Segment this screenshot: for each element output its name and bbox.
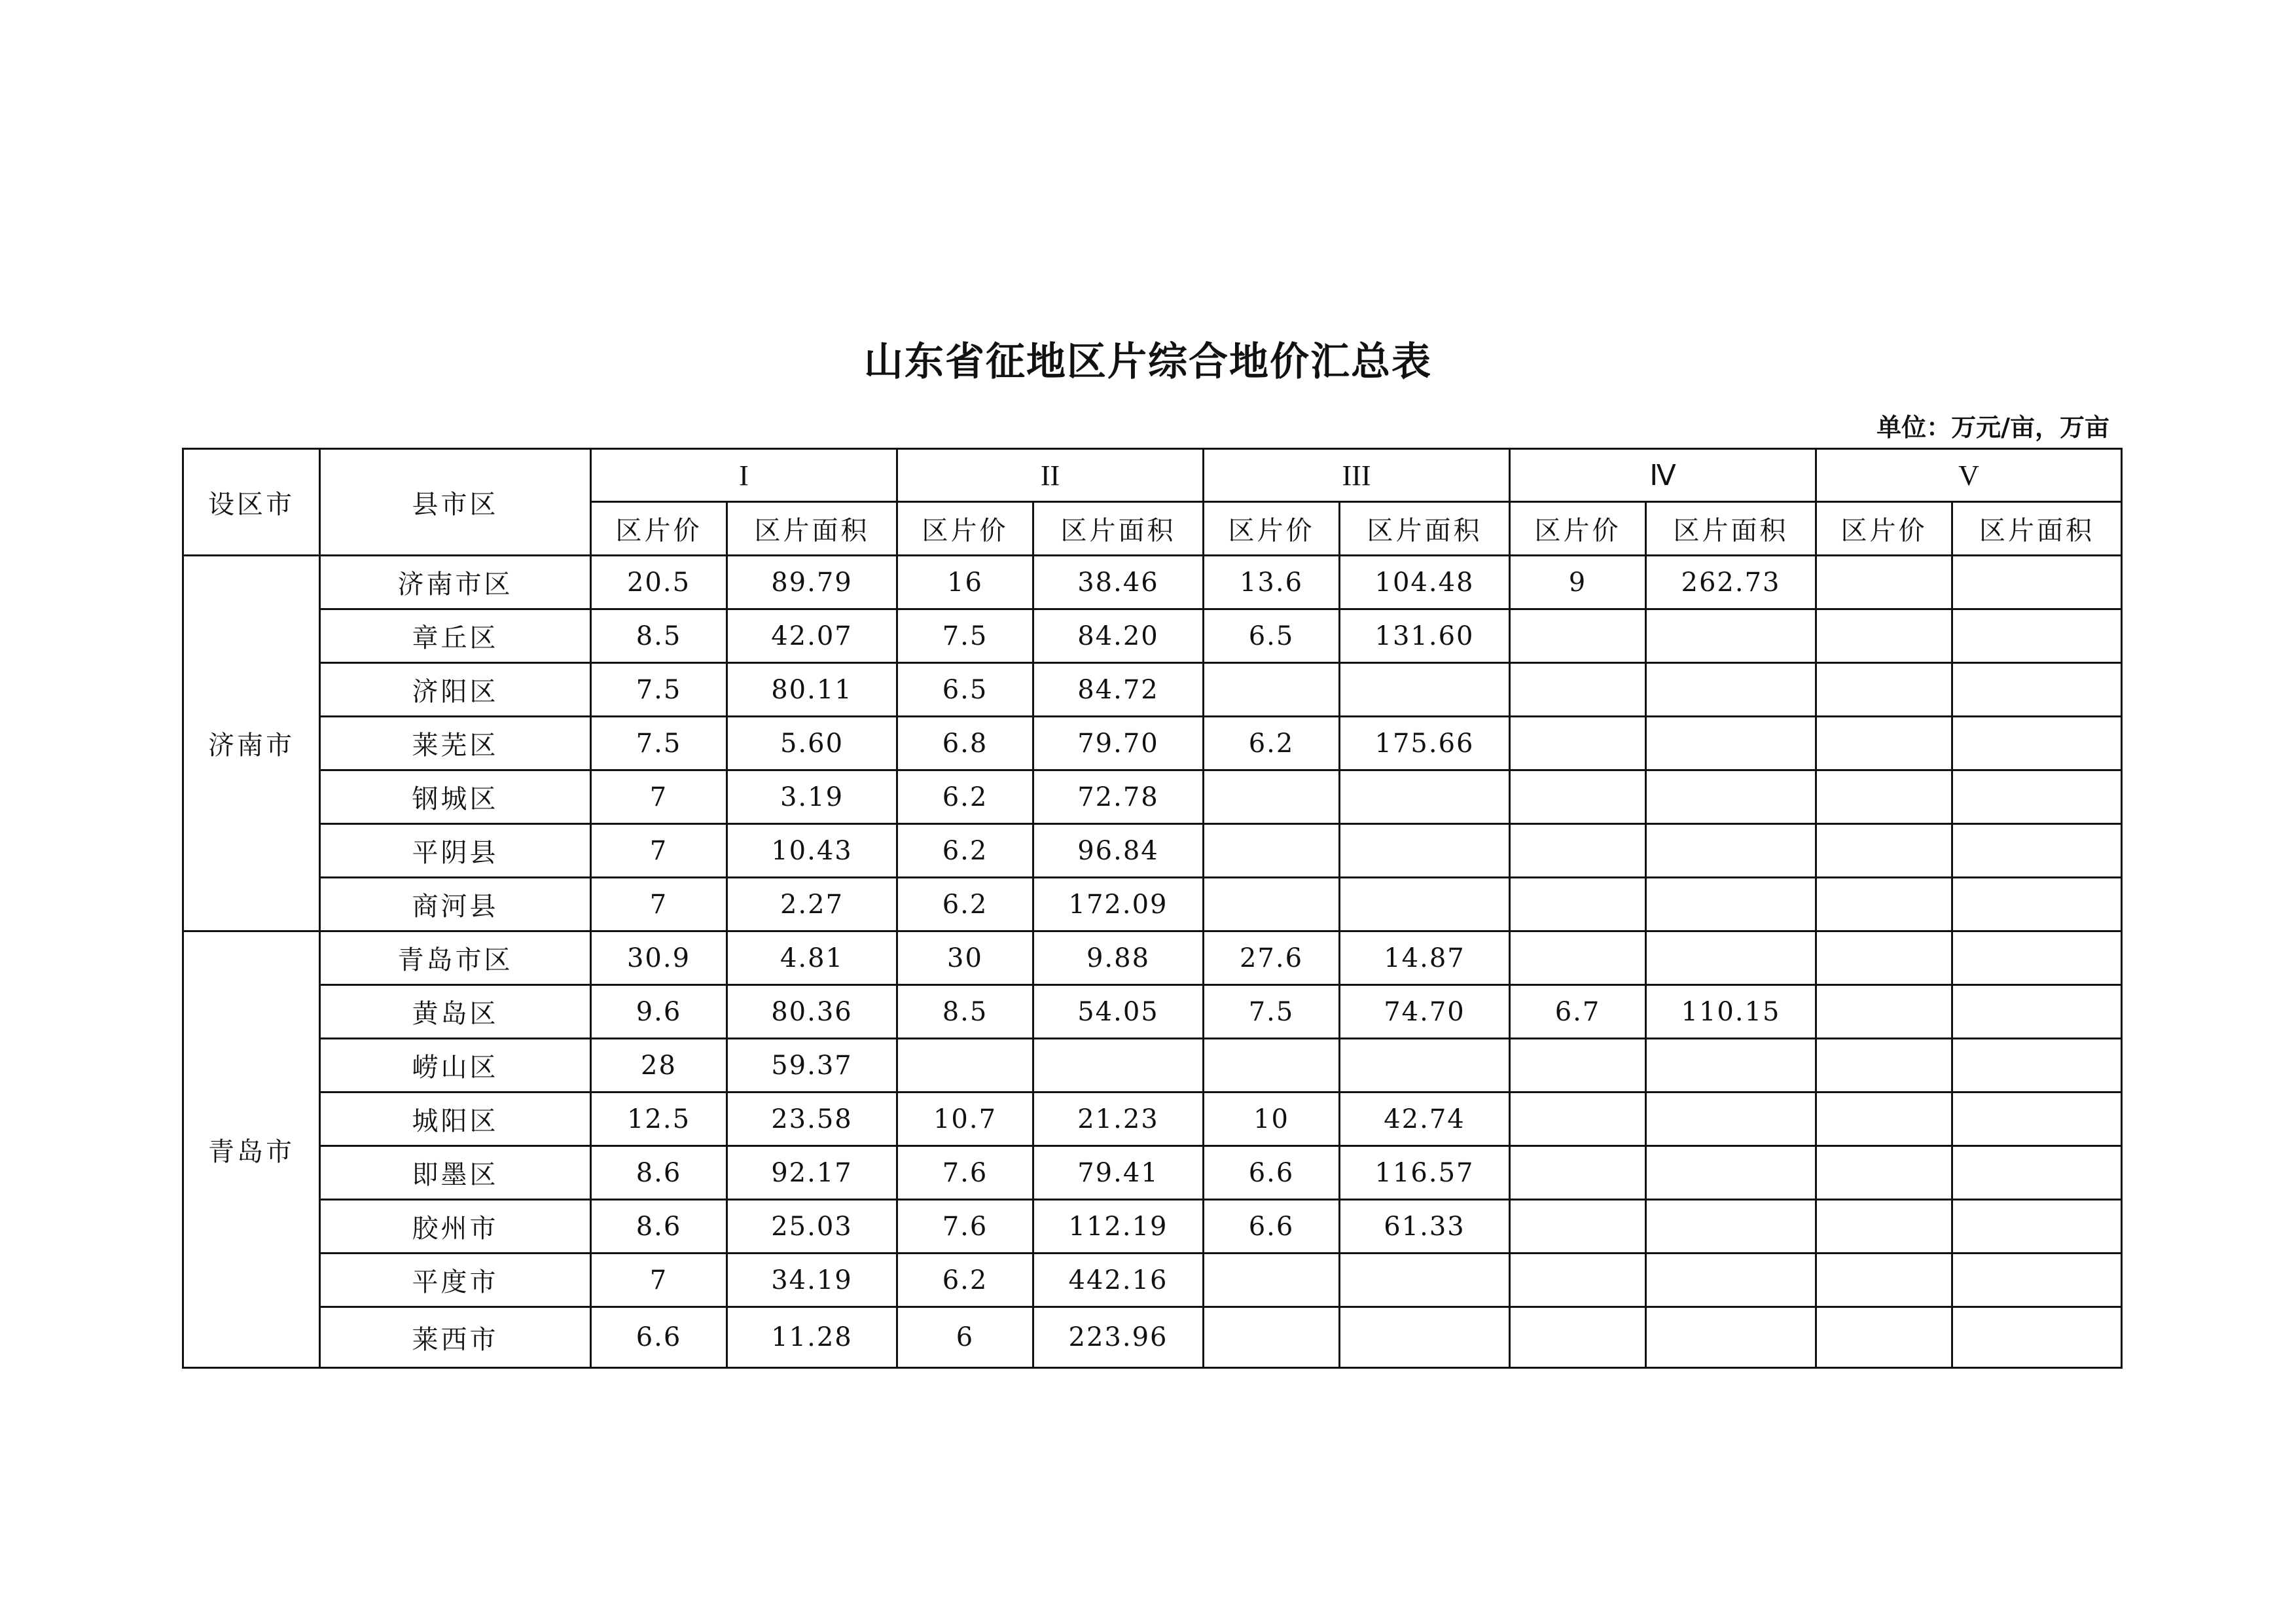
header-grade-4: Ⅳ	[1510, 449, 1816, 502]
price-cell	[1510, 1200, 1646, 1254]
price-cell: 6.6	[591, 1307, 727, 1368]
table-row	[183, 985, 2122, 1039]
county-cell: 莱芜区	[320, 717, 591, 770]
price-cell	[1510, 878, 1646, 931]
price-cell: 9	[1510, 556, 1646, 609]
area-cell	[1952, 1200, 2122, 1254]
table-row	[183, 1146, 2122, 1200]
price-cell: 6.5	[1204, 609, 1340, 663]
county-cell: 城阳区	[320, 1092, 591, 1146]
price-cell	[1816, 878, 1952, 931]
price-cell	[897, 1039, 1033, 1092]
price-cell	[1816, 1092, 1952, 1146]
area-cell: 84.72	[1033, 663, 1204, 717]
area-cell	[1340, 878, 1510, 931]
area-cell: 79.70	[1033, 717, 1204, 770]
county-cell: 济南市区	[320, 556, 591, 609]
price-cell: 9.6	[591, 985, 727, 1039]
price-cell	[1816, 985, 1952, 1039]
county-cell: 青岛市区	[320, 931, 591, 985]
area-cell	[1952, 770, 2122, 824]
header-city: 设区市	[183, 449, 320, 556]
price-cell	[1510, 609, 1646, 663]
table-row	[183, 878, 2122, 931]
table-row	[183, 1039, 2122, 1092]
price-cell	[1816, 824, 1952, 878]
price-cell	[1816, 609, 1952, 663]
price-cell	[1510, 1092, 1646, 1146]
area-cell: 442.16	[1033, 1254, 1204, 1307]
price-cell	[1816, 556, 1952, 609]
price-cell: 28	[591, 1039, 727, 1092]
price-cell: 8.5	[591, 609, 727, 663]
table-row	[183, 1254, 2122, 1307]
area-cell: 80.11	[727, 663, 897, 717]
price-cell	[1816, 1146, 1952, 1200]
price-cell: 7	[591, 878, 727, 931]
area-cell	[1340, 1307, 1510, 1368]
price-cell	[1816, 1200, 1952, 1254]
area-cell: 131.60	[1340, 609, 1510, 663]
area-cell	[1646, 824, 1816, 878]
area-cell	[1952, 1092, 2122, 1146]
unit-note: 单位：万元/亩，万亩	[1876, 412, 2109, 442]
price-cell	[1816, 1307, 1952, 1368]
price-cell	[1816, 770, 1952, 824]
area-cell: 23.58	[727, 1092, 897, 1146]
price-cell: 16	[897, 556, 1033, 609]
price-cell: 30.9	[591, 931, 727, 985]
area-cell: 96.84	[1033, 824, 1204, 878]
area-cell	[1646, 1039, 1816, 1092]
area-cell	[1952, 824, 2122, 878]
area-cell	[1646, 609, 1816, 663]
price-cell: 7	[591, 1254, 727, 1307]
county-cell: 平度市	[320, 1254, 591, 1307]
area-cell	[1952, 985, 2122, 1039]
county-cell: 即墨区	[320, 1146, 591, 1200]
area-cell: 172.09	[1033, 878, 1204, 931]
table-row	[183, 1092, 2122, 1146]
price-cell	[1204, 824, 1340, 878]
table-row	[183, 556, 2122, 609]
table-row	[183, 770, 2122, 824]
price-cell: 7.5	[1204, 985, 1340, 1039]
header-grade-2: II	[897, 449, 1204, 502]
price-cell: 27.6	[1204, 931, 1340, 985]
price-cell	[1204, 663, 1340, 717]
header-price: 区片价	[897, 502, 1033, 556]
county-cell: 商河县	[320, 878, 591, 931]
price-cell: 12.5	[591, 1092, 727, 1146]
price-cell	[1510, 1146, 1646, 1200]
area-cell: 61.33	[1340, 1200, 1510, 1254]
price-cell	[1816, 717, 1952, 770]
area-cell: 116.57	[1340, 1146, 1510, 1200]
header-price: 区片价	[1204, 502, 1340, 556]
area-cell: 2.27	[727, 878, 897, 931]
header-area: 区片面积	[1646, 502, 1816, 556]
price-cell: 6.5	[897, 663, 1033, 717]
price-cell: 7.5	[591, 717, 727, 770]
area-cell	[1340, 1254, 1510, 1307]
table-header	[183, 449, 2122, 556]
price-cell	[1204, 1039, 1340, 1092]
area-cell: 38.46	[1033, 556, 1204, 609]
header-price: 区片价	[591, 502, 727, 556]
area-cell	[1952, 1254, 2122, 1307]
area-cell: 42.07	[727, 609, 897, 663]
price-cell: 7.6	[897, 1200, 1033, 1254]
area-cell: 11.28	[727, 1307, 897, 1368]
price-cell	[1510, 1307, 1646, 1368]
price-cell: 6.6	[1204, 1146, 1340, 1200]
price-cell: 8.5	[897, 985, 1033, 1039]
table-row	[183, 1307, 2122, 1368]
price-cell: 8.6	[591, 1146, 727, 1200]
price-cell: 7.6	[897, 1146, 1033, 1200]
area-cell: 42.74	[1340, 1092, 1510, 1146]
table-row	[183, 824, 2122, 878]
city-cell: 青岛市	[183, 931, 320, 1368]
price-cell: 6.2	[897, 770, 1033, 824]
table-row	[183, 717, 2122, 770]
area-cell	[1646, 1254, 1816, 1307]
area-cell	[1033, 1039, 1204, 1092]
area-cell: 175.66	[1340, 717, 1510, 770]
county-cell: 崂山区	[320, 1039, 591, 1092]
price-cell	[1510, 1254, 1646, 1307]
area-cell: 54.05	[1033, 985, 1204, 1039]
area-cell	[1646, 770, 1816, 824]
table-row	[183, 663, 2122, 717]
area-cell: 84.20	[1033, 609, 1204, 663]
area-cell: 74.70	[1340, 985, 1510, 1039]
area-cell: 112.19	[1033, 1200, 1204, 1254]
area-cell: 262.73	[1646, 556, 1816, 609]
price-cell	[1510, 770, 1646, 824]
price-cell	[1816, 1254, 1952, 1307]
price-cell: 6.6	[1204, 1200, 1340, 1254]
area-cell	[1952, 931, 2122, 985]
area-cell: 104.48	[1340, 556, 1510, 609]
area-cell: 223.96	[1033, 1307, 1204, 1368]
table-row	[183, 931, 2122, 985]
area-cell	[1340, 770, 1510, 824]
price-cell: 10	[1204, 1092, 1340, 1146]
price-cell	[1510, 824, 1646, 878]
area-cell: 79.41	[1033, 1146, 1204, 1200]
price-cell: 7.5	[897, 609, 1033, 663]
area-cell	[1340, 824, 1510, 878]
area-cell: 89.79	[727, 556, 897, 609]
price-cell: 7	[591, 770, 727, 824]
area-cell	[1646, 1092, 1816, 1146]
price-cell: 6.7	[1510, 985, 1646, 1039]
price-cell: 6.2	[897, 878, 1033, 931]
area-cell: 72.78	[1033, 770, 1204, 824]
price-cell: 13.6	[1204, 556, 1340, 609]
price-cell: 6.2	[1204, 717, 1340, 770]
price-cell: 6.2	[897, 1254, 1033, 1307]
area-cell	[1952, 1039, 2122, 1092]
header-grade-5: V	[1816, 449, 2122, 502]
area-cell	[1952, 663, 2122, 717]
header-price: 区片价	[1816, 502, 1952, 556]
price-cell: 8.6	[591, 1200, 727, 1254]
area-cell: 9.88	[1033, 931, 1204, 985]
price-cell	[1510, 663, 1646, 717]
area-cell: 59.37	[727, 1039, 897, 1092]
area-cell: 5.60	[727, 717, 897, 770]
header-county: 县市区	[320, 449, 591, 556]
price-cell	[1510, 931, 1646, 985]
area-cell	[1952, 556, 2122, 609]
area-cell: 92.17	[727, 1146, 897, 1200]
price-cell	[1204, 770, 1340, 824]
header-area: 区片面积	[1952, 502, 2122, 556]
price-cell	[1816, 931, 1952, 985]
price-cell: 20.5	[591, 556, 727, 609]
land-price-table	[182, 448, 2123, 1369]
city-cell: 济南市	[183, 556, 320, 931]
area-cell	[1646, 663, 1816, 717]
price-cell: 6.8	[897, 717, 1033, 770]
area-cell	[1646, 1200, 1816, 1254]
county-cell: 钢城区	[320, 770, 591, 824]
county-cell: 黄岛区	[320, 985, 591, 1039]
area-cell	[1952, 878, 2122, 931]
price-cell: 7	[591, 824, 727, 878]
county-cell: 济阳区	[320, 663, 591, 717]
header-price: 区片价	[1510, 502, 1646, 556]
county-cell: 章丘区	[320, 609, 591, 663]
area-cell	[1646, 878, 1816, 931]
header-area: 区片面积	[1340, 502, 1510, 556]
county-cell: 莱西市	[320, 1307, 591, 1368]
price-cell	[1816, 1039, 1952, 1092]
area-cell: 14.87	[1340, 931, 1510, 985]
header-area: 区片面积	[1033, 502, 1204, 556]
header-area: 区片面积	[727, 502, 897, 556]
price-cell: 7.5	[591, 663, 727, 717]
price-cell: 6.2	[897, 824, 1033, 878]
area-cell: 10.43	[727, 824, 897, 878]
area-cell	[1646, 931, 1816, 985]
price-cell	[1510, 717, 1646, 770]
price-cell	[1816, 663, 1952, 717]
area-cell: 80.36	[727, 985, 897, 1039]
area-cell	[1340, 663, 1510, 717]
area-cell	[1646, 1146, 1816, 1200]
header-grade-1: I	[591, 449, 897, 502]
price-cell	[1204, 878, 1340, 931]
area-cell	[1952, 1146, 2122, 1200]
area-cell	[1646, 1307, 1816, 1368]
table-body	[183, 556, 2122, 1368]
area-cell	[1340, 1039, 1510, 1092]
area-cell: 21.23	[1033, 1092, 1204, 1146]
price-cell: 6	[897, 1307, 1033, 1368]
price-cell	[1510, 1039, 1646, 1092]
area-cell: 34.19	[727, 1254, 897, 1307]
document-title: 山东省征地区片综合地价汇总表	[864, 339, 1432, 385]
price-cell: 30	[897, 931, 1033, 985]
area-cell	[1952, 609, 2122, 663]
county-cell: 胶州市	[320, 1200, 591, 1254]
table-row	[183, 609, 2122, 663]
area-cell: 25.03	[727, 1200, 897, 1254]
area-cell: 3.19	[727, 770, 897, 824]
header-grade-3: III	[1204, 449, 1510, 502]
area-cell: 4.81	[727, 931, 897, 985]
price-cell	[1204, 1307, 1340, 1368]
area-cell	[1646, 717, 1816, 770]
price-cell	[1204, 1254, 1340, 1307]
price-cell: 10.7	[897, 1092, 1033, 1146]
area-cell	[1952, 717, 2122, 770]
area-cell	[1952, 1307, 2122, 1368]
area-cell: 110.15	[1646, 985, 1816, 1039]
county-cell: 平阴县	[320, 824, 591, 878]
table-row	[183, 1200, 2122, 1254]
